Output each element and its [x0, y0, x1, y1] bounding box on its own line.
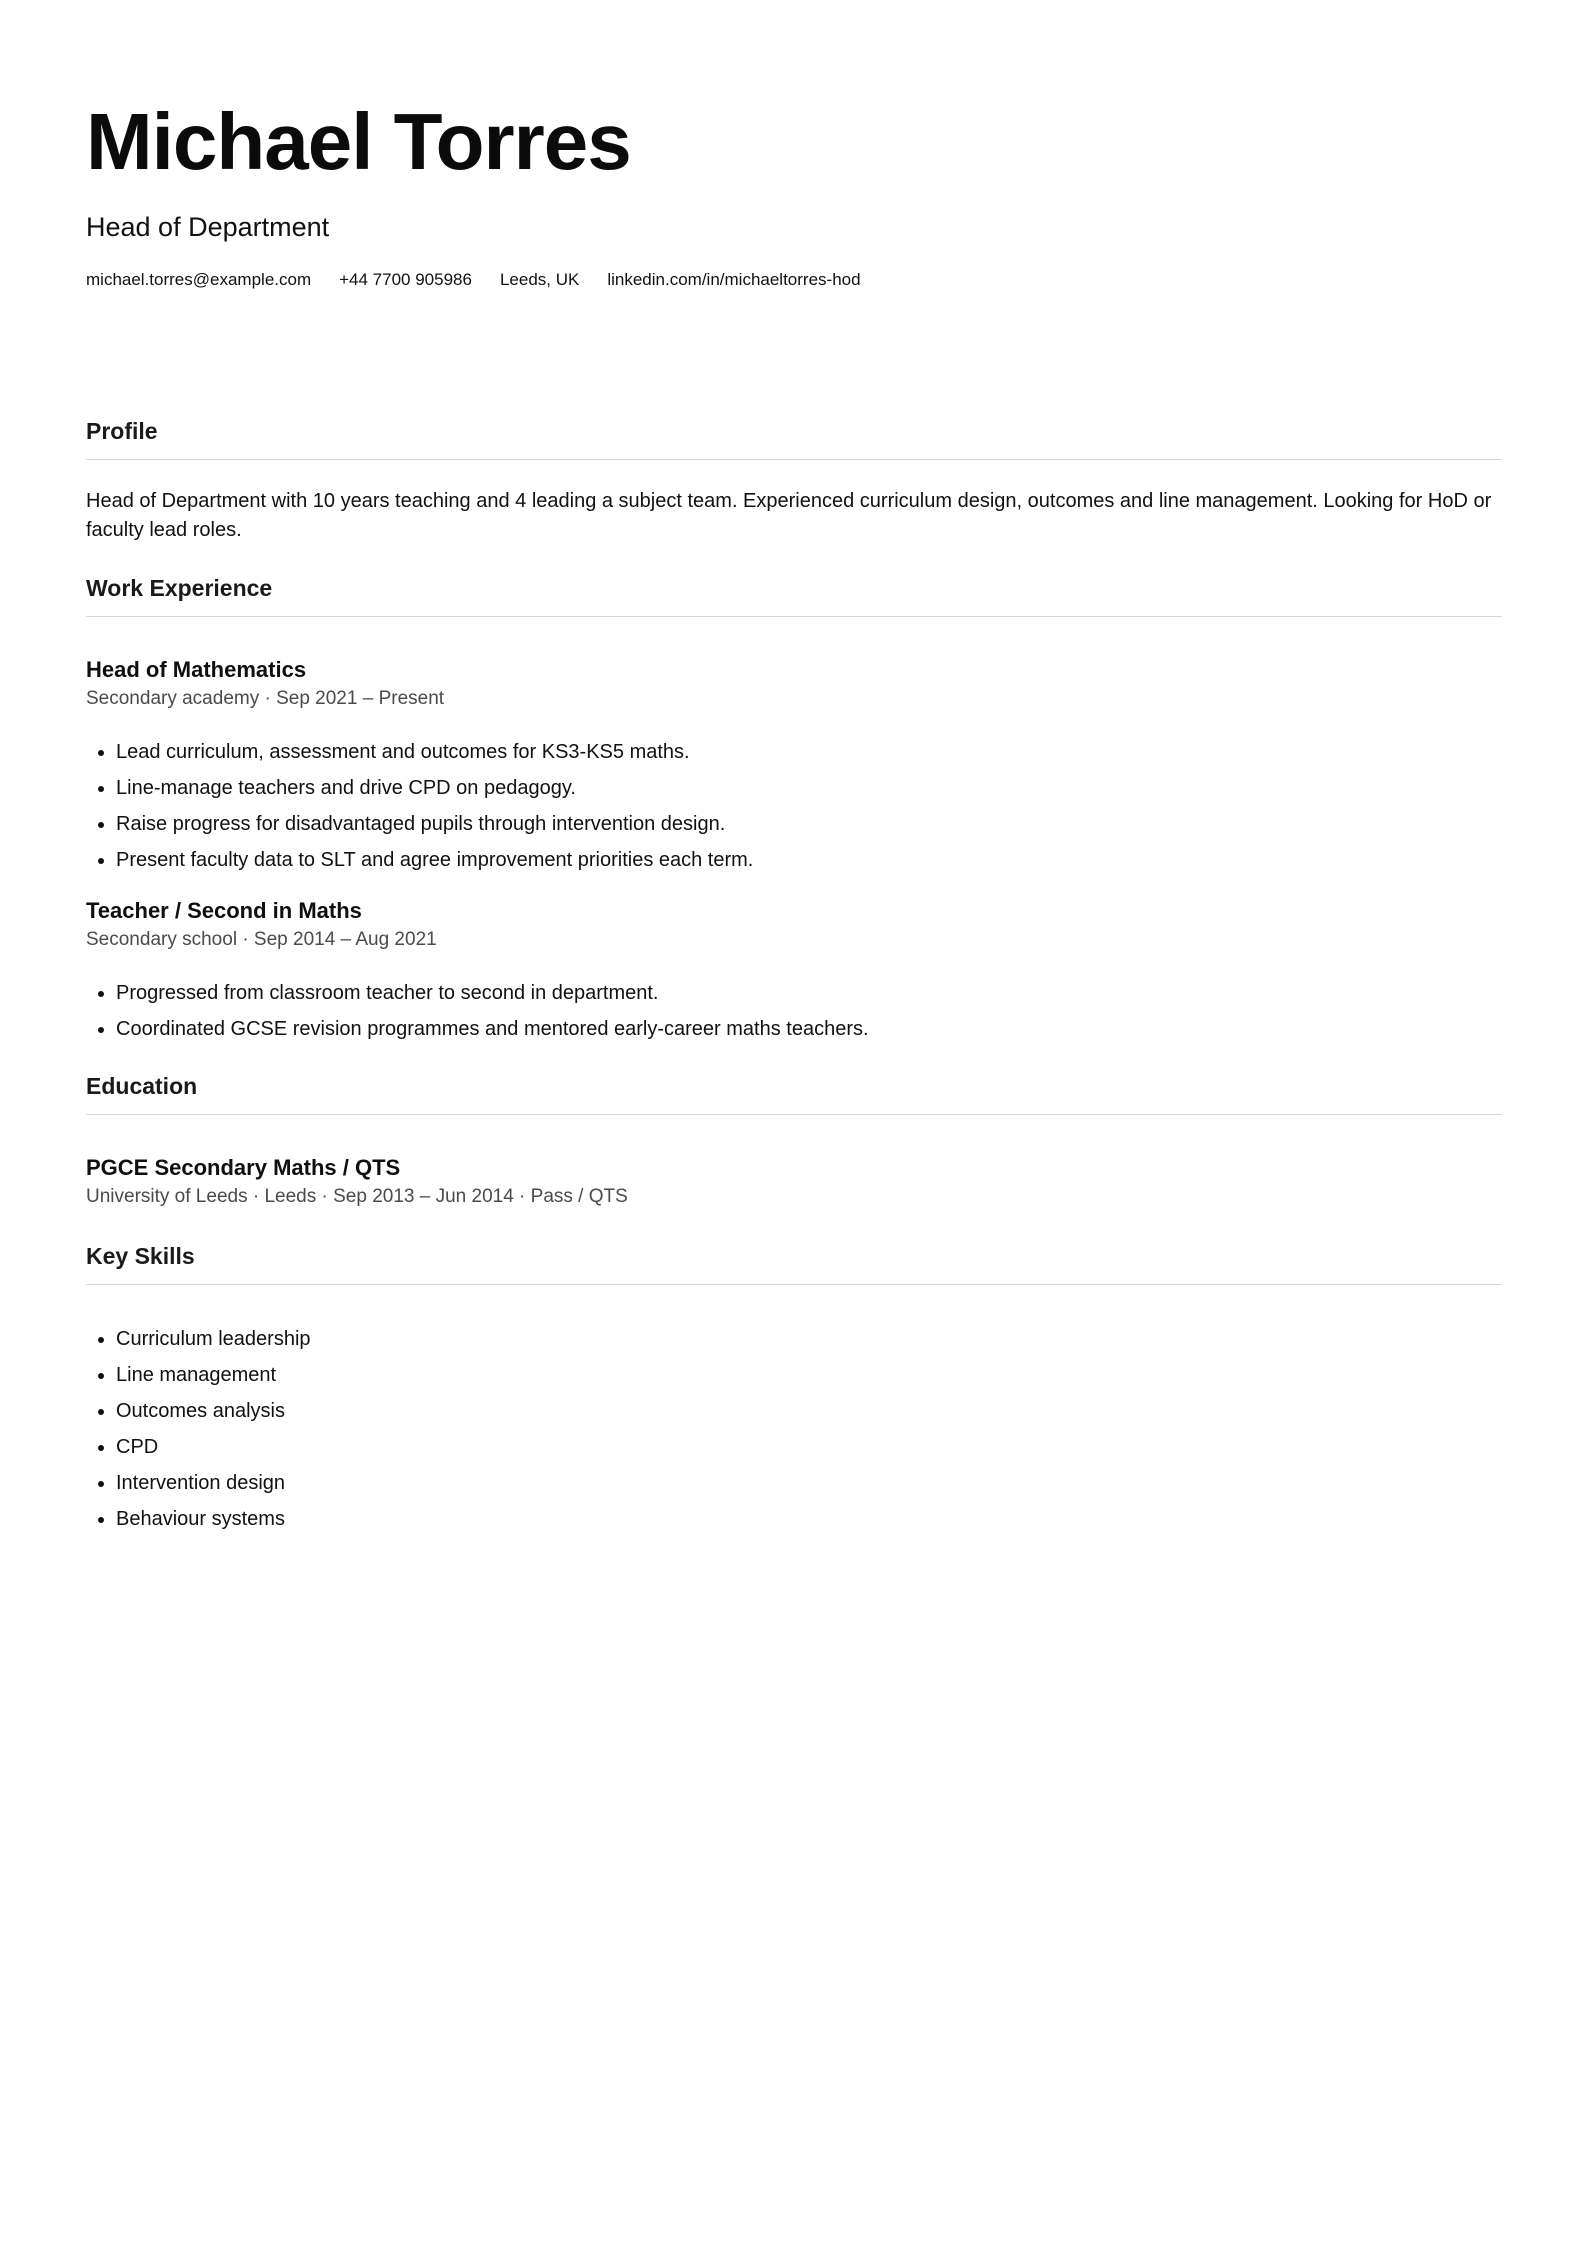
skills-list — [86, 1321, 1502, 1537]
work-experience-section — [86, 575, 1502, 1047]
skill-item: • CPD — [116, 1429, 1502, 1465]
contact-linkedin: linkedin.com/in/michaeltorres-hod — [607, 270, 861, 289]
education-title: PGCE Secondary Maths / QTS — [86, 1155, 401, 1180]
job-bullet: • Coordinated GCSE revision programmes and mentored early-career maths teachers. — [116, 1011, 1502, 1047]
profile-summary: Head of Department with 10 years teaching and 4 leading a subject team. Experienced curriculum design, outcomes and line management. Looking for HoD or faculty lead roles. — [86, 490, 1492, 541]
job-bullet: • Line-manage teachers and drive CPD on pedagogy. — [116, 770, 1502, 806]
contact-location: Leeds, UK — [499, 270, 580, 289]
section-title-profile: Profile — [86, 418, 1502, 460]
job-meta: Secondary school · Sep 2014 – Aug 2021 — [86, 929, 437, 950]
education-meta: University of Leeds · Leeds · Sep 2013 – Jun 2014 · Pass / QTS — [86, 1186, 628, 1207]
skill-item: • Intervention design — [116, 1465, 1502, 1501]
candidate-role: Head of Department — [86, 212, 330, 242]
section-title-education: Education — [86, 1073, 1502, 1115]
skill-item: • Outcomes analysis — [116, 1393, 1502, 1429]
job-entry — [86, 657, 1502, 878]
candidate-name: Michael Torres — [86, 97, 631, 186]
contact-bar — [86, 270, 1502, 290]
education-section — [86, 1073, 1502, 1208]
job-bullet: • Progressed from classroom teacher to second in department. — [116, 975, 1502, 1011]
job-bullet: • Present faculty data to SLT and agree improvement priorities each term. — [116, 842, 1502, 878]
job-entry — [86, 898, 1502, 1047]
job-title: Head of Mathematics — [86, 657, 307, 682]
job-bullet: • Lead curriculum, assessment and outcomes for KS3-KS5 maths. — [116, 734, 1502, 770]
profile-section — [86, 418, 1502, 545]
skill-item: • Line management — [116, 1357, 1502, 1393]
contact-phone: +44 7700 905986 — [339, 270, 472, 289]
job-bullets — [86, 734, 1502, 878]
contact-email: michael.torres@example.com — [86, 270, 312, 289]
job-meta: Secondary academy · Sep 2021 – Present — [86, 688, 445, 709]
job-bullets — [86, 975, 1502, 1047]
education-entry — [86, 1155, 1502, 1208]
key-skills-section — [86, 1243, 1502, 1537]
resume-header — [86, 97, 1502, 290]
skill-item: • Behaviour systems — [116, 1501, 1502, 1537]
job-bullet: • Raise progress for disadvantaged pupils through intervention design. — [116, 806, 1502, 842]
section-title-key-skills: Key Skills — [86, 1243, 1502, 1285]
section-title-work-experience: Work Experience — [86, 575, 1502, 617]
job-title: Teacher / Second in Maths — [86, 898, 362, 923]
skill-item: • Curriculum leadership — [116, 1321, 1502, 1357]
